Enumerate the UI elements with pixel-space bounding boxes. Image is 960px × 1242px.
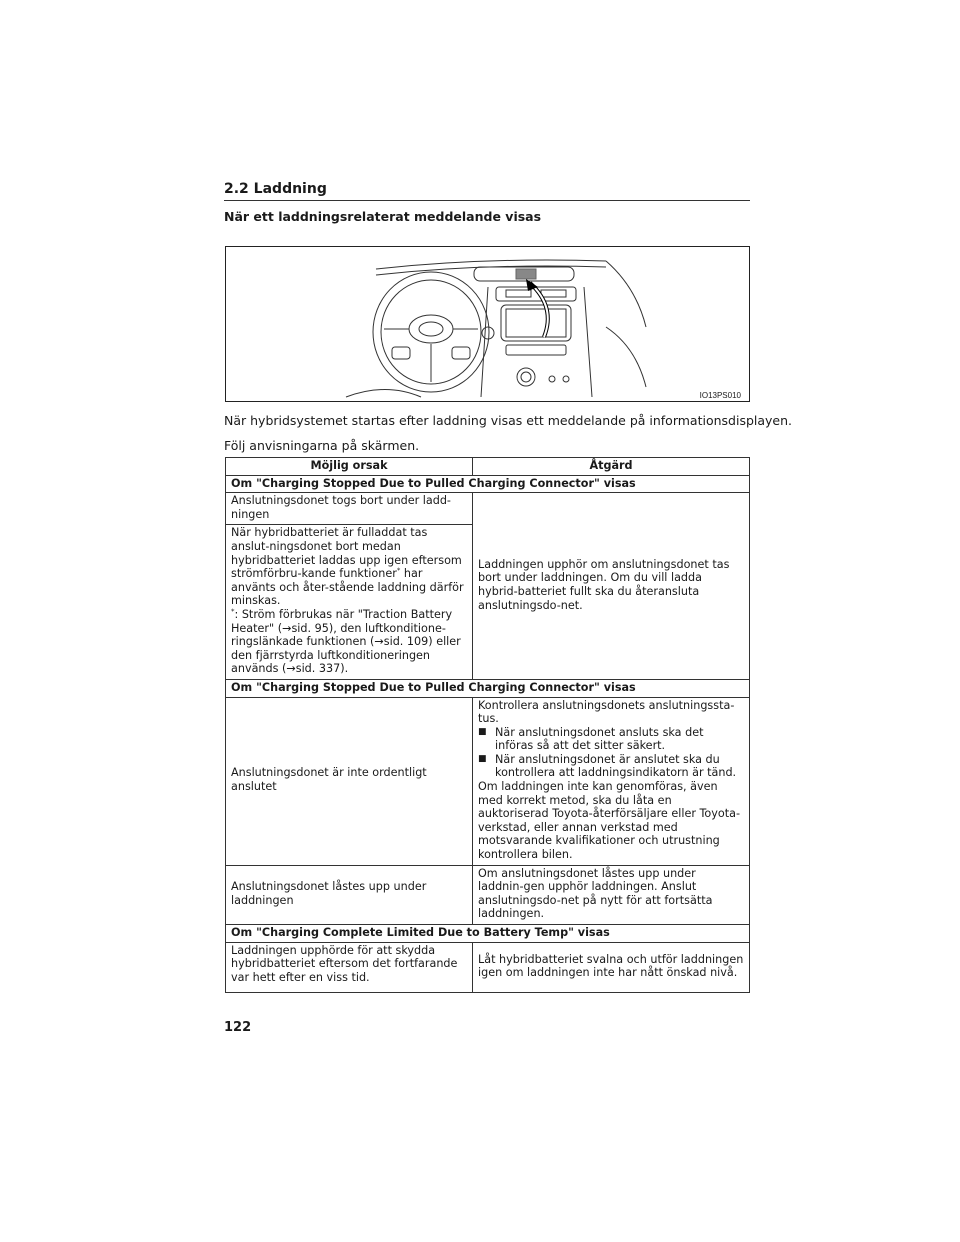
footnote-marker: * bbox=[396, 566, 401, 575]
dashboard-illustration bbox=[225, 246, 750, 402]
footnote-marker: * bbox=[231, 607, 235, 616]
bullet-item: ■ När anslutningsdonet ansluts ska det införas så att det sitter säkert. bbox=[478, 725, 704, 753]
table-row bbox=[226, 865, 750, 924]
table-row bbox=[226, 942, 750, 993]
arrow-icon: → bbox=[282, 621, 292, 635]
section-title: 2.2 Laddning bbox=[224, 181, 327, 197]
square-bullet-icon: ■ bbox=[478, 726, 487, 737]
table-header-row bbox=[226, 458, 750, 476]
column-header-cause: Möjlig orsak bbox=[226, 458, 473, 476]
group-header-battery-temp: Om "Charging Complete Limited Due to Battery Temp" visas bbox=[226, 925, 750, 943]
cause-cell: När hybridbatteriet är fulladdat tas anslut-ningsdonet bort medan hybridbatteriet laddas upp igen eftersom strömförbru-kande funktioner* har använts och åter-stående laddning därför minskas. *: Ström förbrukas när "Traction Battery Heater" (→sid. 95), den luftkonditione-ringslänkade funktionen (→sid. 109) eller den fjärrstyrda luftkonditioneringen används (→sid. 337). bbox=[226, 525, 473, 680]
column-header-action: Åtgärd bbox=[473, 458, 750, 476]
section-header bbox=[224, 178, 750, 201]
cause-cell: Anslutningsdonet låstes upp under laddningen bbox=[226, 865, 473, 924]
cause-cell: Laddningen upphörde för att skydda hybridbatteriet eftersom det fortfarande var hett efter en viss tid. bbox=[226, 942, 473, 993]
action-cell: Laddningen upphör om anslutningsdonet tas bort under laddningen. Om du vill ladda hybrid-batteriet fullt ska du återansluta anslutningsdo-net. bbox=[473, 493, 750, 680]
group-header-pulled-connector: Om "Charging Stopped Due to Pulled Charging Connector" visas bbox=[226, 475, 750, 493]
charging-message-table bbox=[225, 457, 750, 993]
footnote-text: : Ström förbrukas när "Traction Battery Heater" ( bbox=[231, 607, 453, 635]
bullet-item: ■ När anslutningsdonet är anslutet ska du kontrollera att laddningsindikatorn är tänd. bbox=[478, 752, 737, 780]
dashboard-drawing bbox=[226, 247, 750, 402]
figure-code: IO13PS010 bbox=[699, 391, 741, 400]
page-number: 122 bbox=[224, 1020, 252, 1035]
group-header-row bbox=[226, 679, 750, 697]
action-cell: Låt hybridbatteriet svalna och utför laddningen igen om laddningen inte har nått önskad nivå. bbox=[473, 942, 750, 993]
cause-cell: Anslutningsdonet togs bort under ladd-ningen bbox=[226, 493, 473, 525]
action-cell: Kontrollera anslutningsdonets anslutningssta-tus. ■ När anslutningsdonet ansluts ska det införas så att det sitter säkert. ■ När anslutningsdonet är anslutet ska du kontrollera att laddningsindikatorn är tänd. Om laddningen inte kan genomföras, även med korrekt metod, ska du låta en auktoriserad Toyota-återförsäljare eller Toyota-verkstad, eller annan verkstad med motsvarande kvalifikationer och utrustning kontrollera bilen. bbox=[473, 697, 750, 865]
subheading: När ett laddningsrelaterat meddelande visas bbox=[224, 209, 542, 224]
table-row bbox=[226, 697, 750, 865]
square-bullet-icon: ■ bbox=[478, 753, 487, 764]
cause-cell: Anslutningsdonet är inte ordentligt anslutet bbox=[226, 697, 473, 865]
instruction-paragraph: Följ anvisningarna på skärmen. bbox=[224, 438, 420, 453]
table-row bbox=[226, 493, 750, 525]
arrow-icon: → bbox=[374, 635, 384, 649]
arrow-icon: → bbox=[286, 662, 296, 676]
group-header-pulled-connector-2: Om "Charging Stopped Due to Pulled Charging Connector" visas bbox=[226, 679, 750, 697]
group-header-row bbox=[226, 475, 750, 493]
intro-paragraph: När hybridsystemet startas efter laddning visas ett meddelande på informationsdisplayen. bbox=[224, 413, 793, 428]
group-header-row bbox=[226, 925, 750, 943]
action-cell: Om anslutningsdonet låstes upp under laddnin-gen upphör laddningen. Anslut anslutningsdo-net på nytt för att fortsätta laddningen. bbox=[473, 865, 750, 924]
